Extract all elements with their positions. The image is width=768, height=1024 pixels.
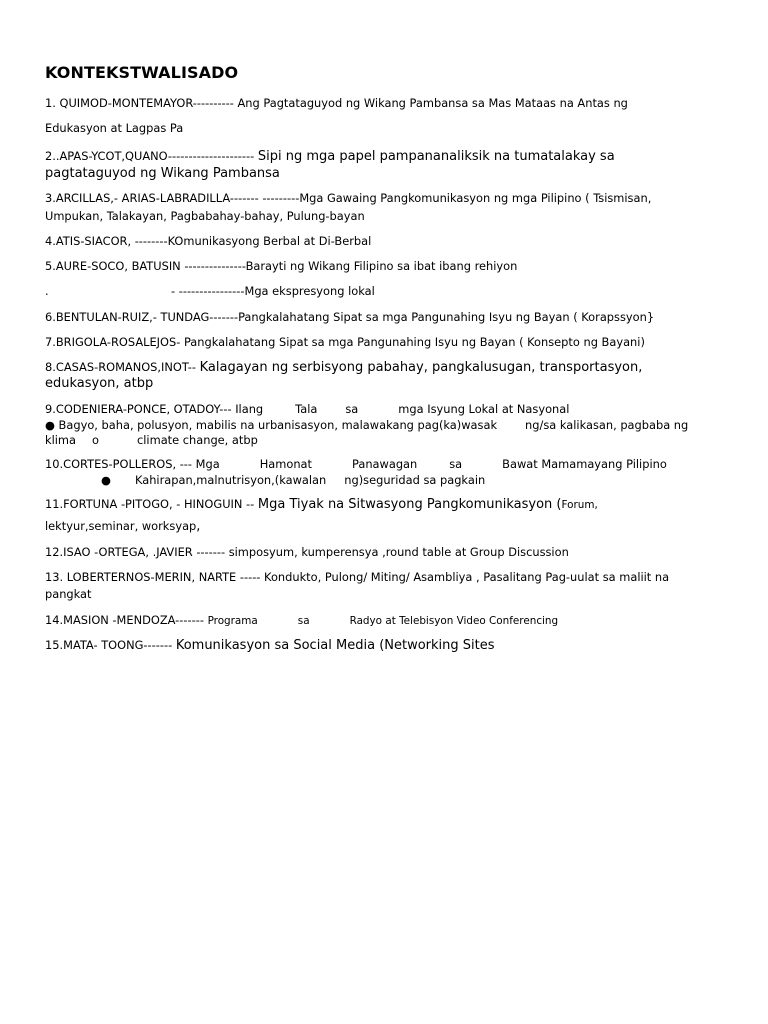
list-item-11-text: Mga Tiyak na Sitwasyong Pangkomunikasyon ( [257, 497, 562, 512]
list-item-10-line-2 [101, 473, 485, 488]
list-item-4: 4.ATIS-SIACOR, --------KOmunikasyong Berbal at Di-Berbal [45, 234, 372, 248]
list-item-9-bullet-text: ● Bagyo, baha, polusyon, mabilis na urbanisasyon, malawakang pag(ka)wasak [45, 418, 498, 432]
list-item-3-line-1: 3.ARCILLAS,- ARIAS-LABRADILLA------- ---------Mga Gawaing Pangkomunikasyon ng mga Pilipino ( Tsismisan, [45, 191, 652, 205]
list-item-10-word: Bawat Mamamayang Pilipino [502, 457, 667, 471]
list-item-2-line-1 [45, 149, 615, 164]
list-item-9-prefix: 9.CODENIERA-PONCE, OTADOY--- [45, 402, 232, 416]
list-item-9-word: o [92, 433, 99, 447]
list-item-11-text: lektyur,seminar, worksyap [45, 519, 197, 533]
bullet-icon: ● [101, 473, 111, 487]
list-item-13-line-1: 13. LOBERTERNOS-MERIN, NARTE ----- Kondukto, Pulong/ Miting/ Asambliya , Pasalitang Pag-uulat sa maliit na [45, 570, 670, 584]
list-item-9-word: climate change, atbp [137, 433, 258, 447]
list-item-14-word: Radyo at Telebisyon Video Conferencing [349, 615, 559, 627]
list-item-9-bullet-text-cont: ng/sa kalikasan, pagbaba ng [525, 418, 689, 432]
list-item-12: 12.ISAO -ORTEGA, .JAVIER ------- simposyum, kumperensya ,round table at Group Discussion [45, 545, 569, 559]
list-item-3-line-2: Umpukan, Talakayan, Pagbabahay-bahay, Pulung-bayan [45, 209, 365, 223]
list-item-8-prefix: 8.CASAS-ROMANOS,INOT-- [45, 360, 197, 374]
list-item-8-text: Kalagayan ng serbisyong pabahay, pangkalusugan, transportasyon, [199, 360, 643, 375]
list-item-8-line-1 [45, 360, 642, 375]
list-item-10-word: sa [449, 457, 463, 471]
list-item-9-word: sa [345, 402, 359, 416]
list-item-10-line-1 [45, 457, 667, 472]
list-item-11-prefix: 11.FORTUNA -PITOGO, - HINOGUIN -- [45, 497, 255, 511]
list-item-9-word: Ilang [235, 402, 264, 416]
list-item-8-line-2: edukasyon, atbp [45, 376, 154, 391]
list-item-2-text: Sipi ng mga papel pampananaliksik na tumatalakay sa [257, 149, 615, 164]
list-item-10-word: Panawagan [351, 457, 418, 471]
list-item-9-word: klima [45, 433, 77, 447]
list-item-14-word: sa [297, 615, 310, 627]
list-item-7: 7.BRIGOLA-ROSALEJOS- Pangkalahatang Sipat sa mga Pangunahing Isyu ng Bayan ( Konsepto ng Bayani) [45, 335, 645, 349]
list-item-11-line-2 [45, 519, 200, 534]
list-item-11-comma: , [196, 519, 201, 534]
list-item-10-prefix: 10.CORTES-POLLEROS, --- [45, 457, 193, 471]
list-item-9-line-1 [45, 402, 569, 417]
list-item-10-word: Hamonat [259, 457, 312, 471]
list-item-1-line-2: Edukasyon at Lagpas Pa [45, 121, 184, 135]
list-item-14 [45, 613, 558, 629]
list-item-14-word: Programa [207, 615, 258, 627]
list-item-15-text: Komunikasyon sa Social Media (Networking Sites [175, 638, 495, 653]
list-item-6: 6.BENTULAN-RUIZ,- TUNDAG-------Pangkalahatang Sipat sa mga Pangunahing Isyu ng Bayan ( Korapssyon} [45, 310, 655, 324]
document-title: KONTEKSTWALISADO [45, 63, 239, 82]
list-item-5-line-1: 5.AURE-SOCO, BATUSIN ---------------Barayti ng Wikang Filipino sa ibat ibang rehiyon [45, 259, 518, 273]
list-item-10-bullet-text: Kahirapan,malnutrisyon,(kawalan [134, 473, 327, 487]
list-item-5-line-2: . [45, 284, 49, 298]
list-item-15-prefix: 15.MATA- TOONG------- [45, 638, 173, 652]
list-item-9-line-3 [45, 433, 258, 448]
list-item-2-line-2: pagtataguyod ng Wikang Pambansa [45, 166, 280, 181]
list-item-14-prefix: 14.MASION -MENDOZA------- [45, 613, 204, 627]
list-item-9-word: Tala [295, 402, 318, 416]
list-item-10-word: Mga [195, 457, 220, 471]
list-item-9-line-2 [45, 418, 688, 433]
list-item-5-subitem: - ----------------Mga ekspresyong lokal [171, 284, 375, 298]
list-item-11-line-1 [45, 497, 598, 513]
list-item-13-line-2: pangkat [45, 587, 92, 601]
list-item-15 [45, 638, 495, 653]
list-item-9-word: mga Isyung Lokal at Nasyonal [398, 402, 570, 416]
list-item-1-line-1: 1. QUIMOD-MONTEMAYOR---------- Ang Pagtataguyod ng Wikang Pambansa sa Mas Mataas na Antas ng [45, 96, 628, 110]
list-item-11-text-small: Forum, [561, 499, 598, 511]
list-item-2-prefix: 2..APAS-YCOT,QUANO--------------------- [45, 149, 255, 163]
list-item-10-bullet-text-cont: ng)seguridad sa pagkain [344, 473, 486, 487]
